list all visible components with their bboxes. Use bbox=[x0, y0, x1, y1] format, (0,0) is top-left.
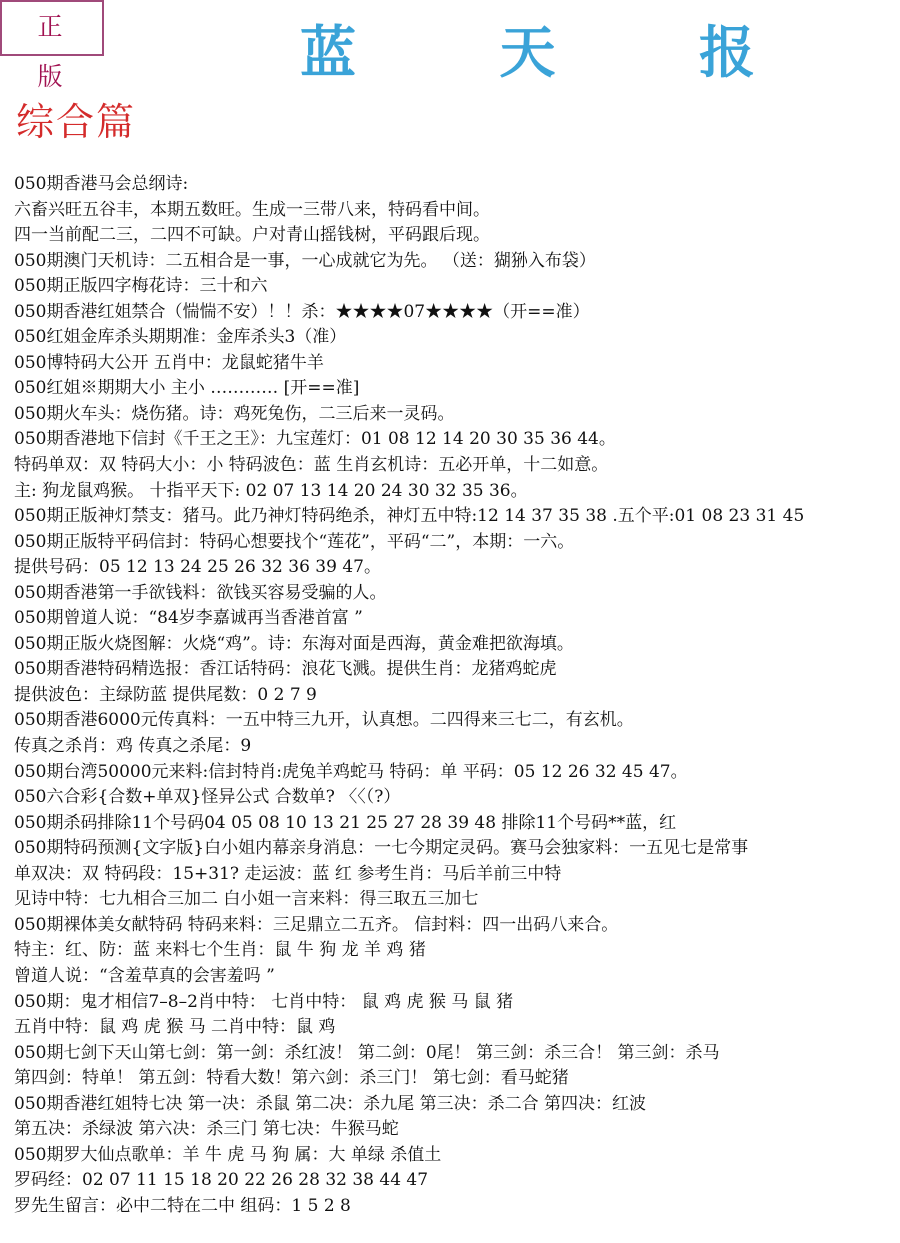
text-line: 050期香港特码精选报：香江话特码：浪花飞溅。提供生肖：龙猪鸡蛇虎 bbox=[14, 659, 557, 680]
text-line: 050六合彩{合数+单双}怪异公式 合数单? 〈〈（?） bbox=[14, 787, 401, 808]
text-line: 四一当前配二三，二四不可缺。户对青山摇钱树，平码跟后现。 bbox=[14, 225, 490, 246]
text-line: 见诗中特：七九相合三加二 白小姐一言来料：得三取五三加七 bbox=[14, 889, 479, 910]
text-line: 五肖中特：鼠 鸡 虎 猴 马 二肖中特：鼠 鸡 bbox=[14, 1017, 336, 1038]
section-title: 综合篇 bbox=[16, 100, 137, 144]
text-line: 六畜兴旺五谷丰，本期五数旺。生成一三带八来，特码看中间。 bbox=[14, 199, 490, 220]
text-line: 050红姐金库杀头期期准：金库杀头3（准） bbox=[14, 327, 347, 348]
text-line: 提供波色：主绿防蓝 提供尾数：0 2 7 9 bbox=[14, 684, 317, 705]
text-line: 050期澳门天机诗：二五相合是一事，一心成就它为先。 （送：猢狲入布袋） bbox=[14, 250, 596, 271]
text-line: 050博特码大公开 五肖中：龙鼠蛇猪牛羊 bbox=[14, 352, 324, 373]
text-line: 罗码经：02 07 11 15 18 20 22 26 28 32 38 44 47 bbox=[14, 1170, 429, 1191]
text-line: 特码单双：双 特码大小：小 特码波色：蓝 生肖玄机诗：五必开单，十二如意。 bbox=[14, 455, 609, 476]
text-line: 050期香港6000元传真料：一五中特三九开，认真想。二四得来三七二，有玄机。 bbox=[14, 710, 634, 731]
text-line: 050期杀码排除11个号码04 05 08 10 13 21 25 27 28 39 48 排除11个号码**蓝，红 bbox=[14, 812, 677, 833]
text-line: 特主：红、防：蓝 来料七个生肖：鼠 牛 狗 龙 羊 鸡 猪 bbox=[14, 940, 426, 961]
text-line: 050期火车头：烧伤猪。诗：鸡死兔伤，二三后来一灵码。 bbox=[14, 403, 455, 424]
text-line: 050期正版火烧图解：火烧“鸡”。诗：东海对面是西海，黄金难把欲海填。 bbox=[14, 633, 574, 654]
text-line: 050期曾道人说：“84岁李嘉诚再当香港首富 ” bbox=[14, 608, 363, 629]
text-line: 主: 狗龙鼠鸡猴。 十指平天下: 02 07 13 14 20 24 30 32 35 36。 bbox=[14, 480, 528, 501]
text-line: 第五决：杀绿波 第六决：杀三门 第七决：牛猴马蛇 bbox=[14, 1119, 399, 1140]
text-line: 050红姐※期期大小 主小 ………… [开==准] bbox=[14, 378, 360, 399]
text-line: 第四剑：特单！ 第五剑：特看大数！第六剑：杀三门！ 第七剑：看马蛇猪 bbox=[14, 1068, 569, 1089]
text-line: 提供号码：05 12 13 24 25 26 32 36 39 47。 bbox=[14, 557, 381, 578]
text-line: 传真之杀肖：鸡 传真之杀尾：9 bbox=[14, 736, 252, 757]
text-line: 罗先生留言：必中二特在二中 组码：1 5 2 8 bbox=[14, 1195, 351, 1216]
text-line: 050期特码预测{文字版}白小姐内幕亲身消息：一七今期定灵码。赛马会独家料：一五见七是常事 bbox=[14, 838, 749, 859]
text-line: 050期：鬼才相信7–8–2肖中特： 七肖中特： 鼠 鸡 虎 猴 马 鼠 猪 bbox=[14, 991, 514, 1012]
text-line: 050期正版特平码信封：特码心想要找个“莲花”，平码“二”，本期：一六。 bbox=[14, 531, 575, 552]
text-line: 050期台湾50000元来料:信封特肖:虎兔羊鸡蛇马 特码：单 平码：05 12 26 32 45 47。 bbox=[14, 761, 688, 782]
edition-badge: 正 版 bbox=[0, 0, 104, 56]
text-line: 曾道人说：“含羞草真的会害羞吗 ” bbox=[14, 965, 275, 986]
content-body bbox=[14, 172, 900, 1219]
text-line: 050期正版神灯禁支：猪马。此乃神灯特码绝杀，神灯五中特:12 14 37 35 38 .五个平:01 08 23 31 45 bbox=[14, 506, 805, 527]
text-line: 050期裸体美女献特码 特码来料：三足鼎立二五齐。 信封料：四一出码八来合。 bbox=[14, 914, 619, 935]
text-line: 单双决：双 特码段：15+31? 走运波：蓝 红 参考生肖：马后羊前三中特 bbox=[14, 863, 562, 884]
text-line: 050期七剑下天山第七剑：第一剑：杀红波！ 第二剑：0尾！ 第三剑：杀三合！ 第三剑：杀马 bbox=[14, 1042, 720, 1063]
text-line: 050期香港马会总纲诗: bbox=[14, 174, 189, 194]
text-line: 050期香港红姐特七决 第一决：杀鼠 第二决：杀九尾 第三决：杀二合 第四决：红波 bbox=[14, 1093, 647, 1114]
text-line: 050期正版四字梅花诗：三十和六 bbox=[14, 276, 268, 297]
text-line: 050期香港红姐禁合（惴惴不安）！！杀：★★★★07★★★★（开==准） bbox=[14, 301, 590, 322]
text-line: 050期香港地下信封《千王之王》：九宝莲灯：01 08 12 14 20 30 35 36 44。 bbox=[14, 429, 616, 450]
text-line: 050期香港第一手欲钱料：欲钱买容易受骗的人。 bbox=[14, 582, 387, 603]
masthead-title: 蓝 天 报 bbox=[300, 20, 817, 86]
text-line: 050期罗大仙点歌单：羊 牛 虎 马 狗 属：大 单绿 杀值土 bbox=[14, 1144, 442, 1165]
